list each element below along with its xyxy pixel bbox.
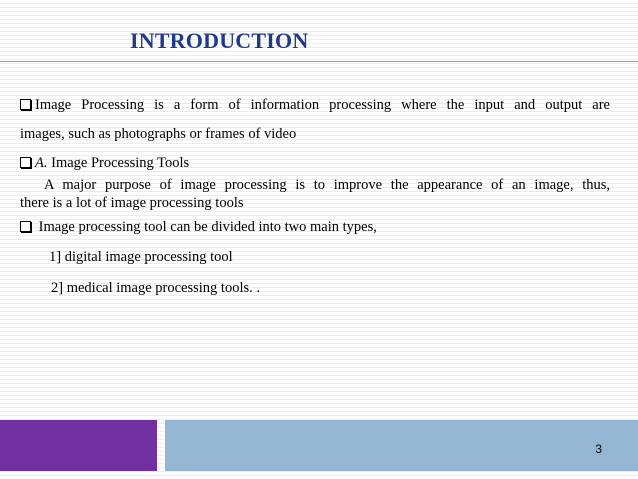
checkbox-bullet-icon — [20, 99, 31, 110]
bullet-3-text: Image processing tool can be divided into two main types, — [35, 219, 377, 235]
paragraph-line-1: A major purpose of image processing is to improve the appearance of an image, thus, — [44, 177, 610, 193]
bullet-2 — [20, 155, 189, 172]
bullet-1-line-1 — [20, 97, 610, 114]
bullet-3 — [20, 219, 377, 236]
list-item-2: 2] medical image processing tools. . — [51, 280, 260, 296]
slide-title: INTRODUCTION — [130, 28, 309, 53]
checkbox-bullet-icon — [20, 221, 31, 232]
paragraph-line-2: there is a lot of image processing tools — [20, 195, 244, 211]
page-number: 3 — [595, 442, 602, 456]
bullet-1-line-2: images, such as photographs or frames of video — [20, 126, 297, 142]
title-divider — [0, 61, 638, 62]
list-item-1: 1] digital image processing tool — [49, 249, 233, 265]
bullet-2-text: Image Processing Tools — [47, 155, 190, 171]
bullet-2-prefix: A. — [35, 155, 48, 171]
footer-accent-right — [165, 420, 638, 471]
bullet-1-text: Image Processing is a form of information processing where the input and output are — [35, 97, 610, 113]
checkbox-bullet-icon — [20, 157, 31, 168]
footer-accent-left — [0, 420, 157, 471]
